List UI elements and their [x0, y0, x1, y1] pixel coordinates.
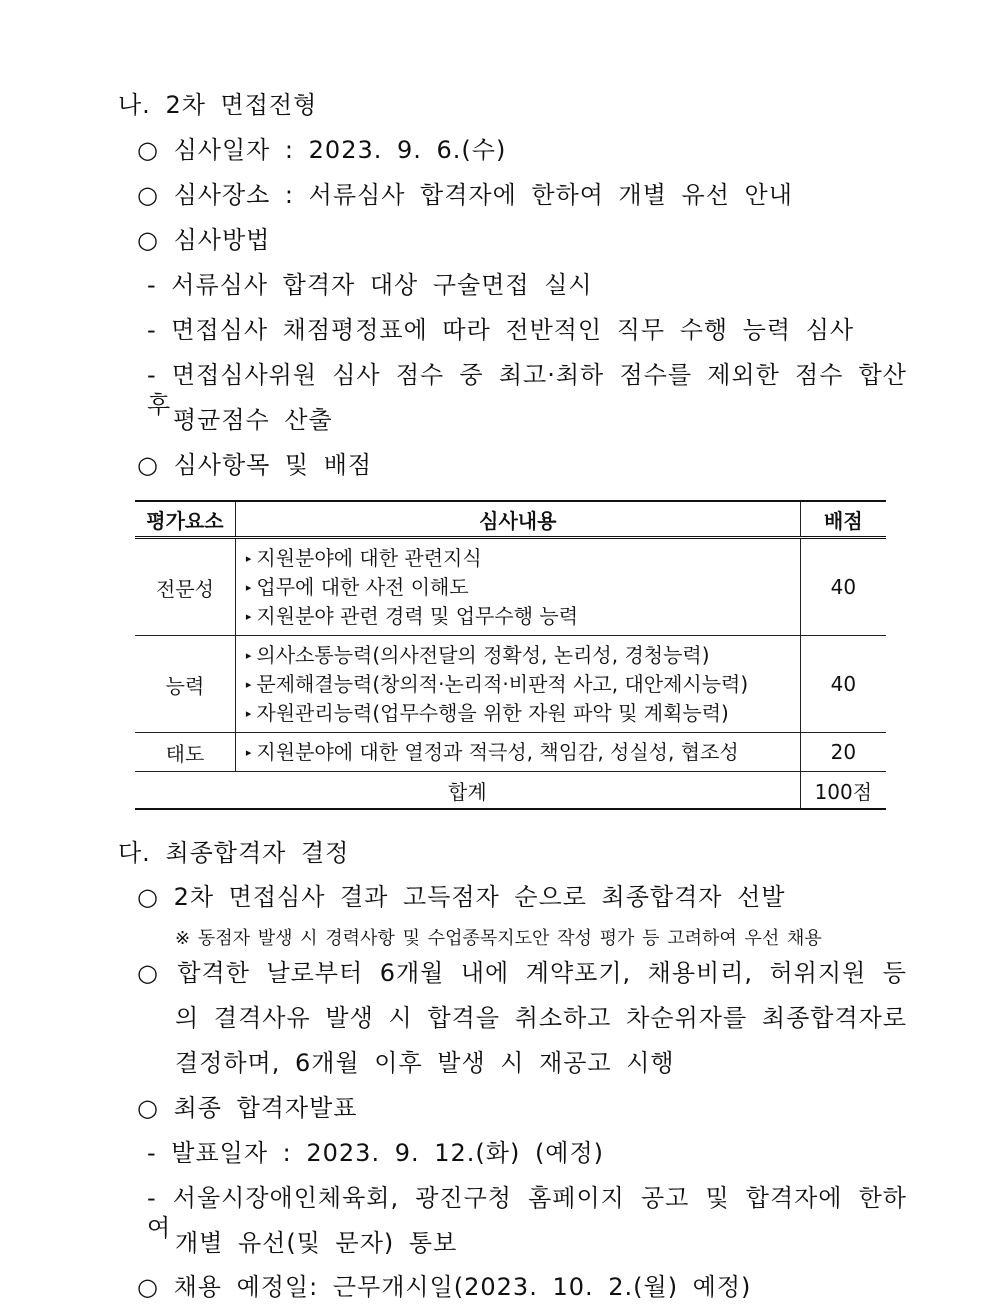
start-date: ○ 채용 예정일: 근무개시일(2023. 10. 2.(월) 예정): [137, 1273, 752, 1301]
total-score: 100점: [800, 772, 886, 810]
header-score: 배점: [800, 501, 886, 538]
triangle-bullet-icon: ▸: [245, 609, 252, 623]
table-row: [135, 733, 886, 772]
announcement-date: - 발표일자 : 2023. 9. 12.(화) (예정): [147, 1139, 605, 1167]
interview-date: ○ 심사일자 : 2023. 9. 6.(수): [137, 136, 507, 164]
announcement-method-2: 개별 유선(및 문자) 통보: [175, 1229, 458, 1257]
cancel-line-2: 의 결격사유 발생 시 합격을 취소하고 차순위자를 최종합격자로: [175, 1004, 907, 1032]
list-item: ▸ 지원분야에 대한 관련지식: [245, 545, 482, 570]
final-selection: ○ 2차 면접심사 결과 고득점자 순으로 최종합격자 선발: [137, 883, 786, 911]
row-category: 전문성: [135, 538, 235, 636]
section-b-title: 나. 2차 면접전형: [118, 91, 318, 119]
interview-method-heading: ○ 심사방법: [137, 226, 271, 254]
list-item: ▸ 의사소통능력(의사전달의 정확성, 논리성, 경청능력): [245, 642, 710, 667]
row-score: 40: [800, 538, 886, 636]
score-items-heading: ○ 심사항목 및 배점: [137, 451, 373, 479]
method-item-2: - 면접심사 채점평정표에 따라 전반적인 직무 수행 능력 심사: [147, 316, 855, 344]
list-item: ▸ 지원분야에 대한 열정과 적극성, 책임감, 성실성, 협조성: [245, 739, 739, 764]
interview-place: ○ 심사장소 : 서류심사 합격자에 한하여 개별 유선 안내: [137, 181, 793, 209]
list-item: ▸ 자원관리능력(업무수행을 위한 자원 파악 및 계획능력): [245, 700, 729, 725]
table-header-row: [135, 501, 886, 538]
method-item-1: - 서류심사 합격자 대상 구술면접 실시: [147, 271, 593, 299]
row-score: 40: [800, 636, 886, 733]
list-item: ▸ 지원분야 관련 경력 및 업무수행 능력: [245, 603, 579, 628]
header-category: 평가요소: [135, 501, 235, 538]
method-item-3: - 면접심사위원 심사 점수 중 최고·최하 점수를 제외한 점수 합산 후: [147, 361, 907, 419]
row-category: 능력: [135, 636, 235, 733]
tie-note: ※ 동점자 발생 시 경력사항 및 수업종목지도안 작성 평가 등 고려하여 우선 채용: [175, 928, 822, 949]
row-score: 20: [800, 733, 886, 772]
table-row: [135, 636, 886, 733]
row-content: [235, 733, 800, 772]
list-item: ▸ 업무에 대한 사전 이해도: [245, 574, 469, 599]
table-total-row: [135, 772, 886, 810]
list-item: ▸ 문제해결능력(창의적·논리적·비판적 사고, 대안제시능력): [245, 671, 749, 696]
score-table: [135, 500, 886, 810]
row-content: [235, 538, 800, 636]
total-label: 합계: [135, 772, 800, 810]
method-item-3-cont: 평균점수 산출: [173, 406, 333, 434]
section-c-title: 다. 최종합격자 결정: [118, 839, 350, 867]
row-category: 태도: [135, 733, 235, 772]
table-row: [135, 538, 886, 636]
cancel-line-1: ○ 합격한 날로부터 6개월 내에 계약포기, 채용비리, 허위지원 등: [137, 959, 907, 987]
announcement-heading: ○ 최종 합격자발표: [137, 1094, 358, 1122]
triangle-bullet-icon: ▸: [245, 551, 252, 565]
announcement-method-1: - 서울시장애인체육회, 광진구청 홈페이지 공고 및 합격자에 한하여: [147, 1184, 907, 1242]
triangle-bullet-icon: ▸: [245, 706, 252, 720]
triangle-bullet-icon: ▸: [245, 648, 252, 662]
row-content: [235, 636, 800, 733]
header-content: 심사내용: [235, 501, 800, 538]
triangle-bullet-icon: ▸: [245, 580, 252, 594]
cancel-line-3: 결정하며, 6개월 이후 발생 시 재공고 시행: [175, 1049, 675, 1077]
triangle-bullet-icon: ▸: [245, 745, 252, 759]
triangle-bullet-icon: ▸: [245, 677, 252, 691]
